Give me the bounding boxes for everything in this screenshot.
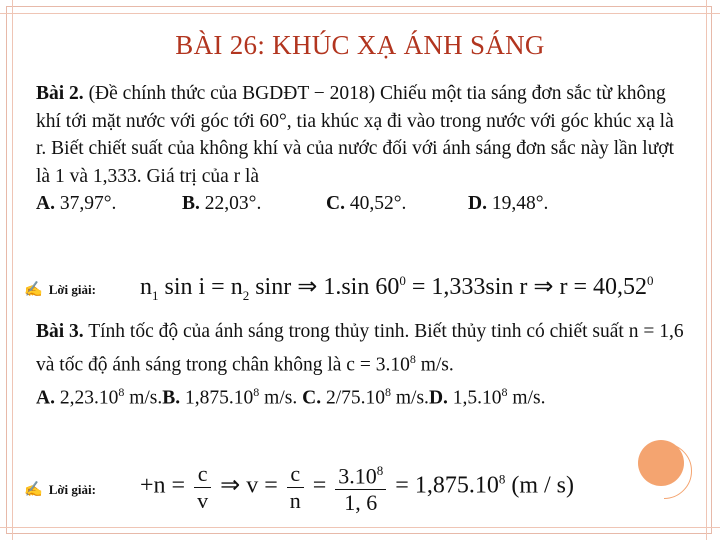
problem-2-label: Bài 2.	[36, 83, 84, 104]
problem-3-solution-label: ✍ Lời giải:	[24, 481, 96, 498]
problem-3	[36, 318, 686, 412]
option-b: B. 22,03°.	[182, 193, 262, 214]
page-title: BÀI 26: KHÚC XẠ ÁNH SÁNG	[175, 30, 545, 60]
problem-3-options: A. 2,23.10$^8$ m/s.B. 1,875.10$^8$ m/s. C. 2/75.10$^8$ m/s.D. 1,5.10$^8$ m/s.	[36, 384, 546, 408]
option-c: C. 40,52°.	[326, 193, 407, 214]
problem-2	[36, 80, 686, 218]
frame-line-bottom	[0, 527, 720, 528]
problem-2-body: (Đề chính thức của BGDĐT − 2018) Chiếu một tia sáng đơn sắc từ không khí tới mặt nước với góc tới 60°, tia khúc xạ đi vào trong nước với góc khúc xạ là r. Biết chiết suất của không khí và của nước đối với ánh sáng đơn sắc này lần lượt là 1 và 1,333. Giá trị của r là	[36, 83, 675, 187]
pencil-icon: ✍	[24, 282, 43, 298]
problem-2-solution-label: ✍ Lời giải:	[24, 281, 96, 298]
problem-3-text: Bài 3. Tính tốc độ của ánh sáng trong thủy tinh. Biết thủy tinh có chiết suất n = 1,6 và tốc độ ánh sáng trong chân không là $c = 3.10^8$ m/s.	[36, 321, 684, 375]
frame-line-left	[12, 0, 13, 540]
problem-2-options	[36, 190, 686, 218]
problem-3-solution-formula: +n = $\frac{c}{v}$ ⇒ v = $\frac{c}{n}$ = $\frac{3.10^8}{1, 6}$ = $1,875.10^8$ (m / s)	[140, 458, 574, 516]
option-a: A. 37,97°.	[36, 193, 117, 214]
problem-2-text	[36, 80, 686, 190]
pencil-icon: ✍	[24, 482, 43, 498]
frame-line-top	[0, 13, 720, 14]
problem-3-label: Bài 3.	[36, 321, 84, 342]
option-d: D. 19,48°.	[468, 193, 549, 214]
problem-2-solution-formula: $n_1$ $\sin i = n_2$ sinr ⇒ 1.sin $60^0 = 1,333\sin$ r ⇒ $r = 40,52^0$	[140, 273, 654, 303]
frame-line-right	[706, 0, 707, 540]
